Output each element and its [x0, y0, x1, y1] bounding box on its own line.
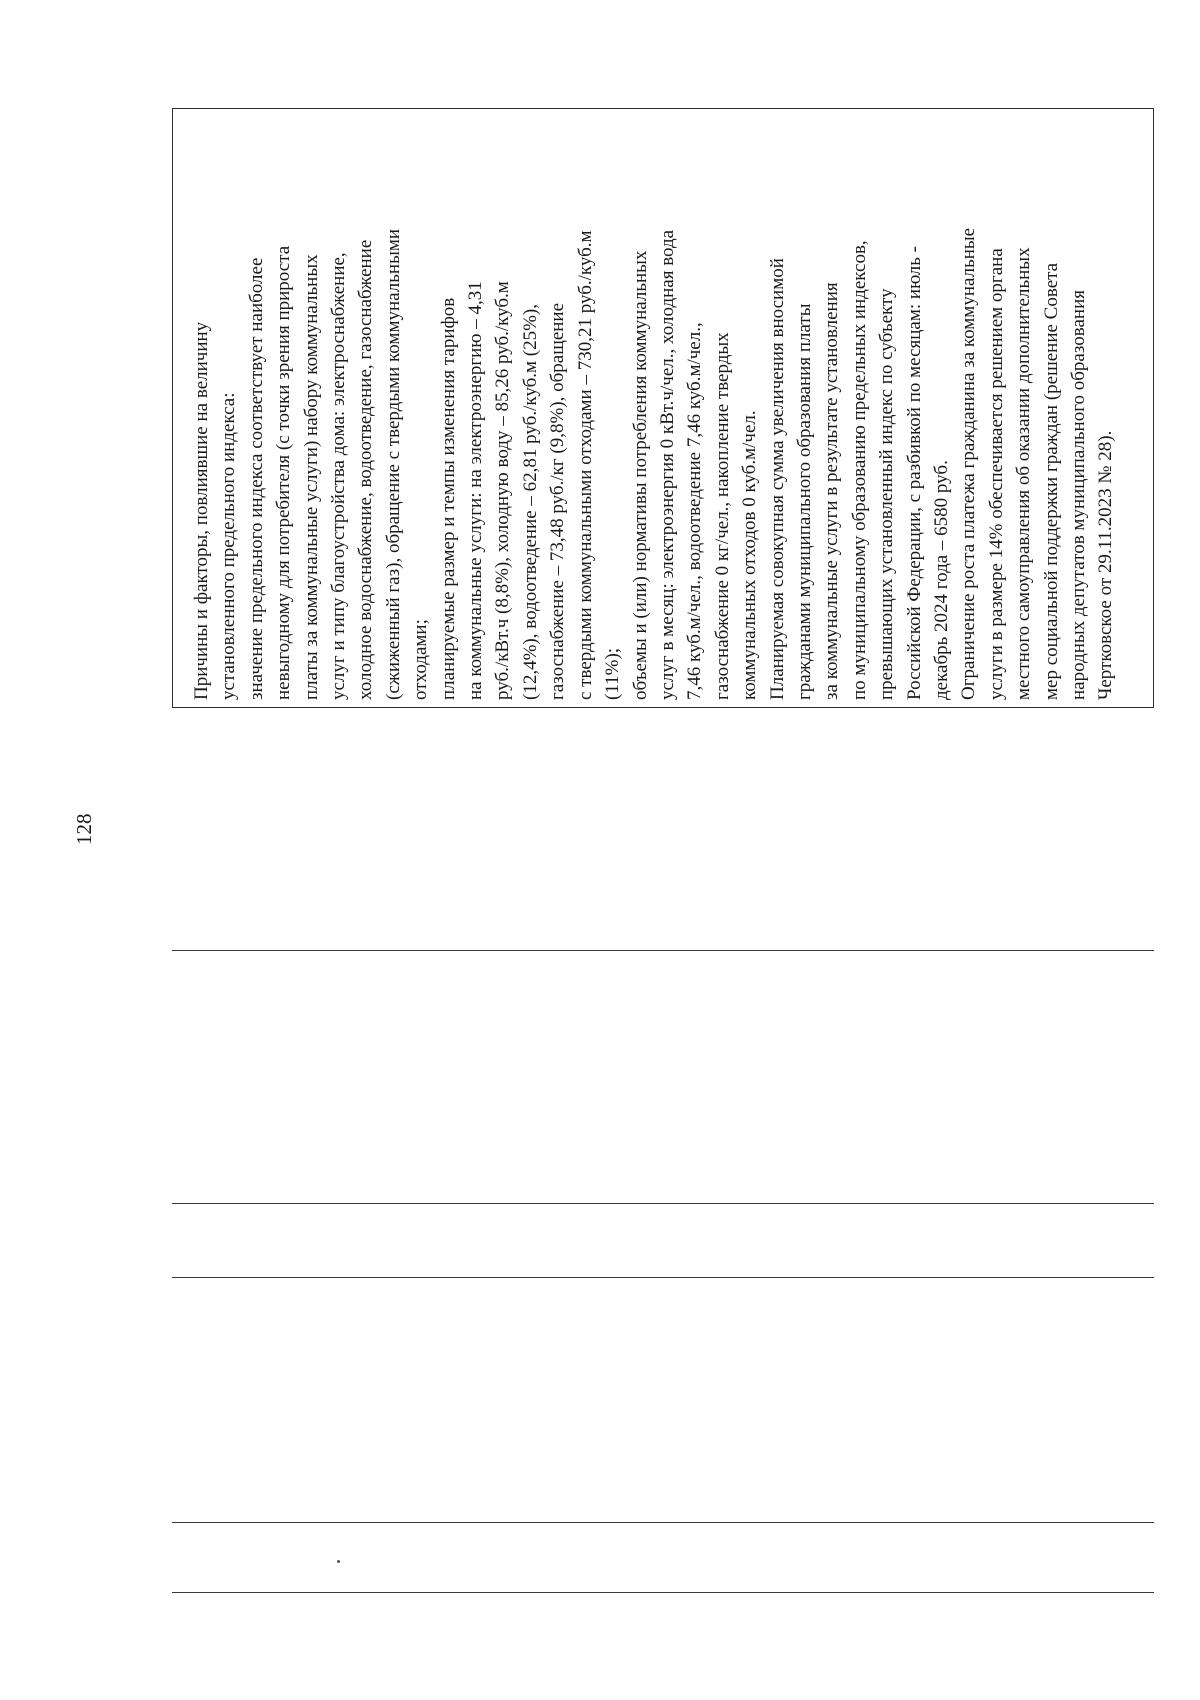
text-line: с твердыми коммунальными отходами – 730,21 руб./куб.м [574, 230, 596, 700]
text-line: мер социальной поддержки граждан (решение Совета [1040, 262, 1062, 700]
text-line: услуги в размере 14% обеспечивается решением органа [985, 248, 1007, 700]
text-line: 7,46 куб.м/чел., водоотведение 7,46 куб.м/чел., [684, 322, 706, 700]
text-line: Ограничение роста платежа гражданина за коммунальные [958, 227, 980, 700]
text-line: Планируемая совокупная сумма увеличения вносимой [766, 258, 788, 700]
table-row-divider [172, 950, 1154, 951]
text-line: платы за коммунальные услуги) набору коммунальных [300, 254, 322, 700]
text-line: гражданами муниципального образования платы [793, 303, 815, 700]
scan-speck [337, 1560, 340, 1563]
text-line: значение предельного индекса соответствует наиболее [245, 257, 267, 700]
page-number: 128 [72, 813, 96, 845]
text-line: отходами; [410, 619, 432, 700]
table-row-divider [172, 1522, 1154, 1523]
text-line: (12,4%), водоотведение – 62,81 руб./куб.м (25%), [519, 304, 541, 700]
text-line: народных депутатов муниципального образования [1068, 290, 1089, 700]
text-line: за коммунальные услуги в результате установления [821, 282, 843, 700]
text-line: Чертковское от 29.11.2023 № 28). [1095, 430, 1117, 700]
text-line: холодное водоснабжение, водоотведение, газоснабжение [355, 239, 377, 700]
text-line: невыгодному для потребителя (с точки зрения прироста [273, 245, 295, 700]
text-line: Причины и факторы, повлиявшие на величину [191, 321, 212, 700]
text-line: декабрь 2024 года – 6580 руб. [930, 460, 952, 700]
table-row-divider [172, 1277, 1154, 1278]
cell-text-block [188, 120, 1120, 700]
text-line: местного самоуправления об оказании дополнительных [1013, 247, 1035, 700]
text-line: услуг и типу благоустройства дома: электроснабжение, [328, 252, 350, 700]
text-line: Российской Федерации, с разбивкой по месяцам: июль - [903, 245, 925, 700]
table-row-divider [172, 1203, 1154, 1204]
text-line: планируемые размер и темпы изменения тарифов [437, 297, 459, 700]
text-line: (11%); [602, 647, 624, 700]
text-line: услуг в месяц: электроэнергия 0 кВт.ч/чел., холодная вода [656, 229, 678, 700]
text-line: превышающих установленный индекс по субъекту [876, 288, 898, 700]
table-row-divider [172, 1592, 1154, 1593]
text-line: установленного предельного индекса: [218, 392, 240, 700]
text-line: коммунальных отходов 0 куб.м/чел. [739, 410, 761, 700]
text-line: руб./кВт.ч (8,8%), холодную воду – 85,26 руб./куб.м [492, 281, 514, 700]
text-line: на коммунальные услуги: на электроэнергию – 4,31 [465, 281, 487, 700]
text-line: газоснабжение 0 кг/чел., накопление твердых [711, 332, 733, 700]
text-line: (сжиженный газ), обращение с твердыми коммунальными [382, 228, 404, 700]
text-line: объемы и (или) нормативы потребления коммунальных [629, 250, 651, 700]
text-line: по муниципальному образованию предельных индексов, [848, 240, 870, 700]
text-line: газоснабжение – 73,48 руб./кг (9,8%), обращение [547, 302, 569, 700]
